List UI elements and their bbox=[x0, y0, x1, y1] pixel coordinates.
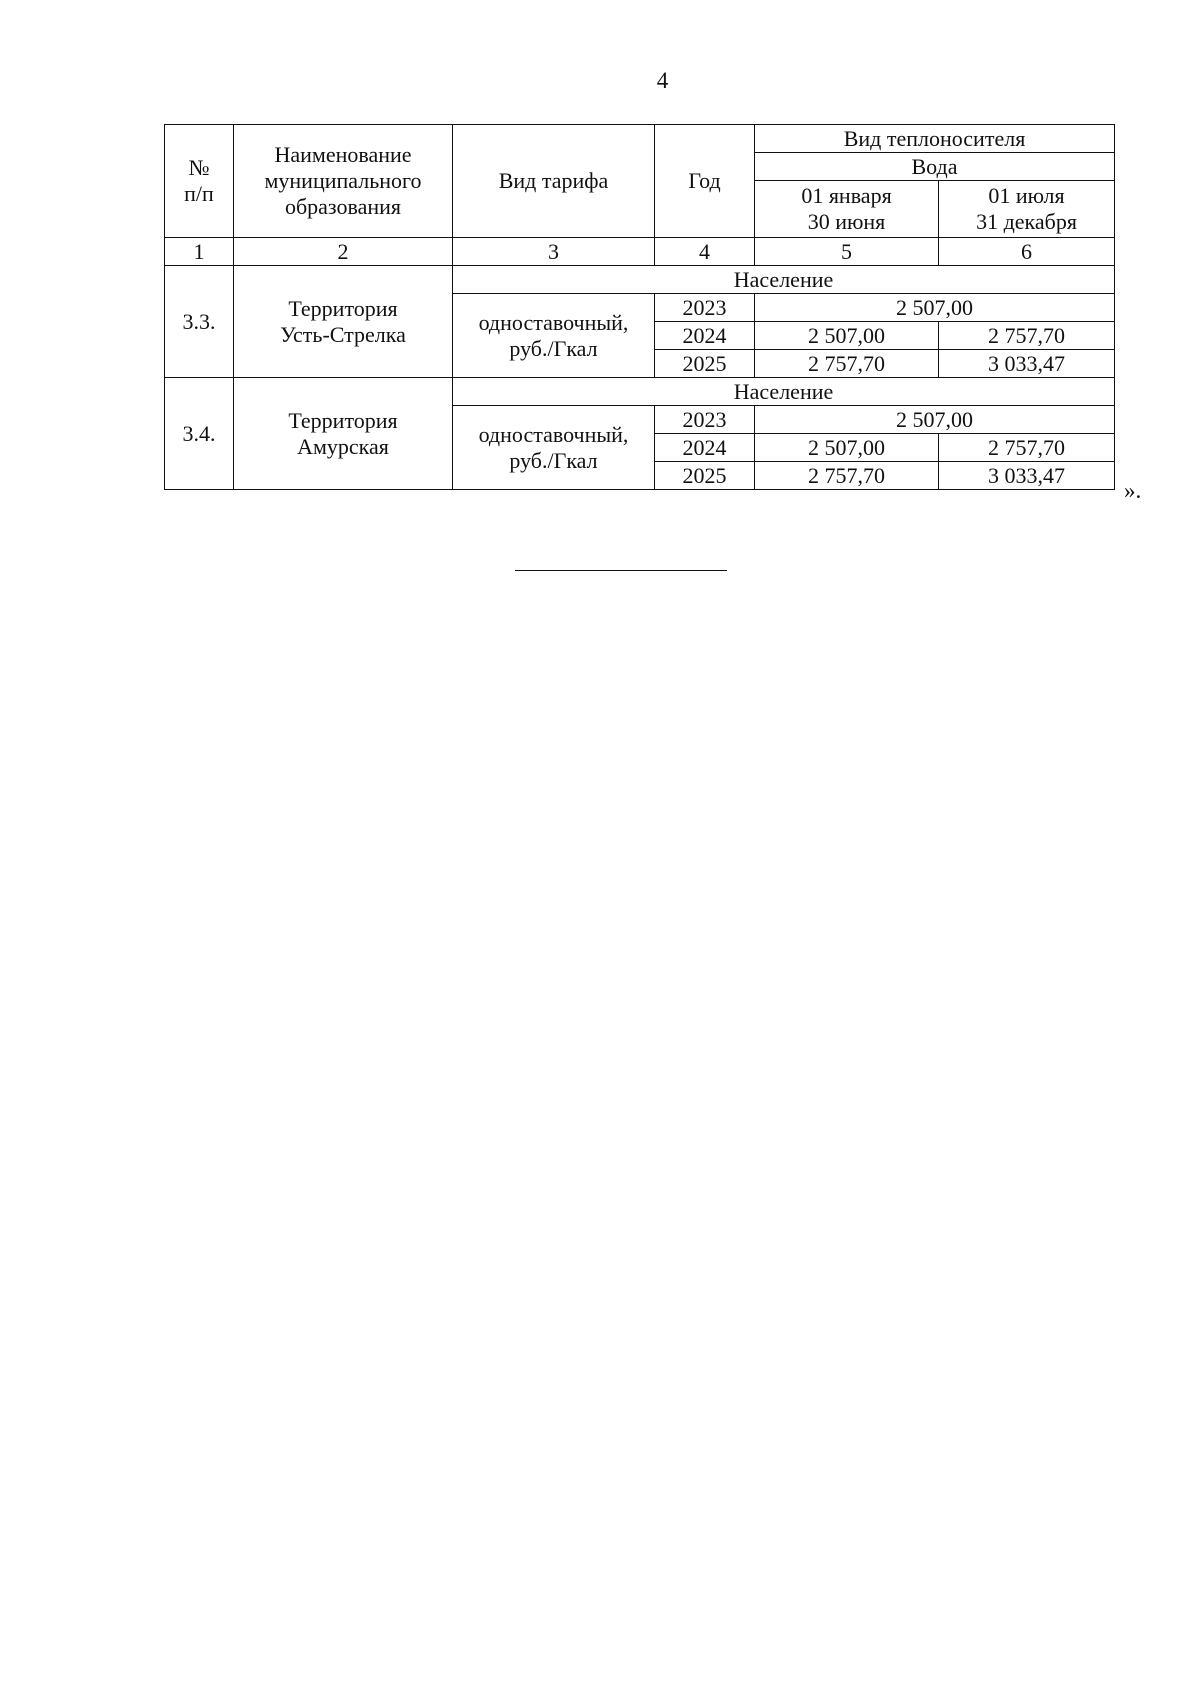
section-group: Население bbox=[453, 266, 1115, 294]
row-value-h2: 2 757,70 bbox=[939, 434, 1115, 462]
column-number: 6 bbox=[939, 238, 1115, 266]
section-group-row bbox=[165, 266, 1115, 294]
row-value-h2: 3 033,47 bbox=[939, 350, 1115, 378]
section-tariff: одноставочный, руб./Гкал bbox=[453, 294, 655, 378]
header-row-1 bbox=[165, 125, 1115, 153]
section-territory: Территория Амурская bbox=[234, 378, 453, 490]
closing-quote: ». bbox=[1124, 478, 1142, 503]
section-group: Население bbox=[453, 378, 1115, 406]
row-value-h1: 2 507,00 bbox=[755, 322, 939, 350]
row-year: 2024 bbox=[655, 434, 755, 462]
row-value-h2: 2 757,70 bbox=[939, 322, 1115, 350]
row-year: 2024 bbox=[655, 322, 755, 350]
row-value-h1: 2 507,00 bbox=[755, 434, 939, 462]
page-number: 4 bbox=[656, 68, 669, 93]
column-number: 5 bbox=[755, 238, 939, 266]
section-num: 3.4. bbox=[165, 378, 234, 490]
row-value-h1: 2 757,70 bbox=[755, 350, 939, 378]
row-merged-value: 2 507,00 bbox=[755, 294, 1115, 322]
row-year: 2025 bbox=[655, 350, 755, 378]
column-number: 2 bbox=[234, 238, 453, 266]
row-year: 2023 bbox=[655, 406, 755, 434]
tariff-table bbox=[164, 124, 1115, 490]
header-num: № п/п bbox=[165, 125, 234, 238]
end-rule bbox=[515, 570, 727, 571]
header-period-1: 01 января 30 июня bbox=[755, 181, 939, 238]
row-year: 2023 bbox=[655, 294, 755, 322]
header-tariff-type: Вид тарифа bbox=[453, 125, 655, 238]
header-coolant-type: Вид теплоносителя bbox=[755, 125, 1115, 153]
header-municipality: Наименование муниципального образования bbox=[234, 125, 453, 238]
row-value-h1: 2 757,70 bbox=[755, 462, 939, 490]
section-num: 3.3. bbox=[165, 266, 234, 378]
header-period-2: 01 июля 31 декабря bbox=[939, 181, 1115, 238]
column-number: 3 bbox=[453, 238, 655, 266]
column-numbers-row bbox=[165, 238, 1115, 266]
header-coolant: Вода bbox=[755, 153, 1115, 181]
column-number: 4 bbox=[655, 238, 755, 266]
row-merged-value: 2 507,00 bbox=[755, 406, 1115, 434]
section-group-row bbox=[165, 378, 1115, 406]
row-year: 2025 bbox=[655, 462, 755, 490]
section-tariff: одноставочный, руб./Гкал bbox=[453, 406, 655, 490]
column-number: 1 bbox=[165, 238, 234, 266]
section-territory: Территория Усть-Стрелка bbox=[234, 266, 453, 378]
row-value-h2: 3 033,47 bbox=[939, 462, 1115, 490]
header-year: Год bbox=[655, 125, 755, 238]
